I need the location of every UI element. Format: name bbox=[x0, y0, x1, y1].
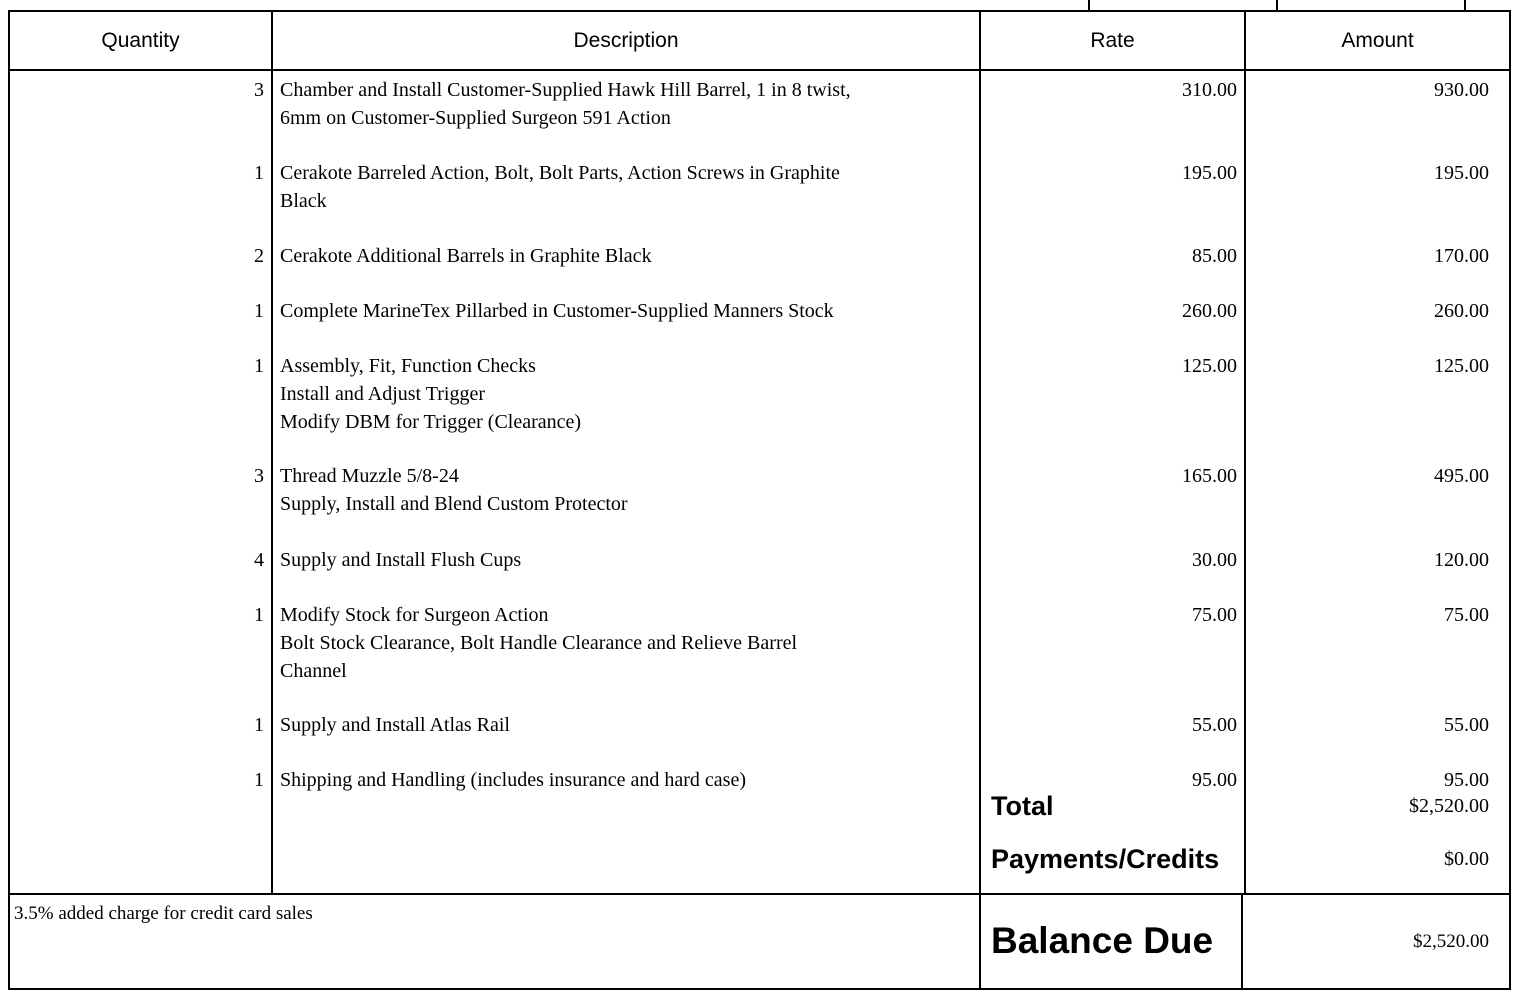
row-description bbox=[280, 711, 970, 739]
row-quantity: 1 bbox=[254, 714, 264, 736]
row-amount: 55.00 bbox=[1444, 714, 1489, 736]
row-description bbox=[280, 297, 970, 325]
row-quantity: 3 bbox=[254, 465, 264, 487]
row-amount: 75.00 bbox=[1444, 604, 1489, 626]
credit-card-note: 3.5% added charge for credit card sales bbox=[14, 903, 313, 924]
table-right-border bbox=[1509, 10, 1511, 990]
row-rate: 30.00 bbox=[1192, 549, 1237, 571]
description-line: Supply, Install and Blend Custom Protector bbox=[280, 493, 628, 515]
payments-credits-value: $0.00 bbox=[1444, 848, 1489, 870]
row-description bbox=[280, 546, 970, 574]
row-amount: 125.00 bbox=[1434, 355, 1489, 377]
description-line: Black bbox=[280, 190, 327, 212]
row-description bbox=[280, 159, 970, 215]
balance-due-label: Balance Due bbox=[991, 920, 1214, 961]
col-divider-balance bbox=[1241, 894, 1243, 990]
row-quantity: 1 bbox=[254, 769, 264, 791]
header-amount: Amount bbox=[1341, 29, 1414, 52]
header-rate: Rate bbox=[1090, 29, 1135, 52]
row-quantity: 3 bbox=[254, 79, 264, 101]
row-rate: 75.00 bbox=[1192, 604, 1237, 626]
description-line: Bolt Stock Clearance, Bolt Handle Clearance and Relieve Barrel bbox=[280, 632, 798, 654]
row-rate: 310.00 bbox=[1182, 79, 1237, 101]
total-label: Total bbox=[991, 791, 1054, 821]
description-line: Cerakote Barreled Action, Bolt, Bolt Parts, Action Screws in Graphite bbox=[280, 162, 840, 184]
row-amount: 120.00 bbox=[1434, 549, 1489, 571]
row-rate: 260.00 bbox=[1182, 300, 1237, 322]
row-quantity: 2 bbox=[254, 245, 264, 267]
row-amount: 260.00 bbox=[1434, 300, 1489, 322]
row-rate: 95.00 bbox=[1192, 769, 1237, 791]
row-quantity: 1 bbox=[254, 162, 264, 184]
row-description bbox=[280, 462, 970, 518]
row-description bbox=[280, 601, 970, 685]
header-description: Description bbox=[573, 29, 679, 52]
row-rate: 195.00 bbox=[1182, 162, 1237, 184]
row-description bbox=[280, 242, 970, 270]
row-description bbox=[280, 766, 970, 794]
description-line: Assembly, Fit, Function Checks bbox=[280, 355, 536, 377]
items-bottom-border bbox=[8, 893, 1511, 895]
table-bottom-border bbox=[8, 988, 1511, 990]
row-rate: 85.00 bbox=[1192, 245, 1237, 267]
row-amount: 930.00 bbox=[1434, 79, 1489, 101]
description-line: Chamber and Install Customer-Supplied Hawk Hill Barrel, 1 in 8 twist, bbox=[280, 79, 851, 101]
description-line: Thread Muzzle 5/8-24 bbox=[280, 465, 459, 487]
row-quantity: 1 bbox=[254, 604, 264, 626]
balance-due-value: $2,520.00 bbox=[1413, 931, 1489, 952]
table-left-border bbox=[8, 10, 10, 990]
row-amount: 95.00 bbox=[1444, 769, 1489, 791]
row-quantity: 1 bbox=[254, 300, 264, 322]
description-line: Supply and Install Atlas Rail bbox=[280, 714, 510, 736]
description-line: Complete MarineTex Pillarbed in Customer-Supplied Manners Stock bbox=[280, 300, 834, 322]
col-divider-desc bbox=[979, 10, 981, 990]
row-quantity: 4 bbox=[254, 549, 264, 571]
total-value: $2,520.00 bbox=[1409, 795, 1489, 817]
payments-credits-label: Payments/Credits bbox=[991, 844, 1220, 874]
row-description bbox=[280, 352, 970, 436]
row-rate: 55.00 bbox=[1192, 714, 1237, 736]
header-quantity: Quantity bbox=[101, 29, 180, 52]
description-line: Channel bbox=[280, 660, 347, 682]
row-rate: 165.00 bbox=[1182, 465, 1237, 487]
description-line: Supply and Install Flush Cups bbox=[280, 549, 522, 571]
col-divider-rate bbox=[1244, 10, 1246, 894]
row-amount: 170.00 bbox=[1434, 245, 1489, 267]
description-line: 6mm on Customer-Supplied Surgeon 591 Action bbox=[280, 107, 671, 129]
row-quantity: 1 bbox=[254, 355, 264, 377]
description-line: Shipping and Handling (includes insurance and hard case) bbox=[280, 769, 746, 791]
row-description bbox=[280, 76, 970, 132]
row-amount: 195.00 bbox=[1434, 162, 1489, 184]
description-line: Cerakote Additional Barrels in Graphite Black bbox=[280, 245, 652, 267]
description-line: Modify DBM for Trigger (Clearance) bbox=[280, 411, 582, 433]
col-divider-qty bbox=[271, 10, 273, 894]
description-line: Modify Stock for Surgeon Action bbox=[280, 604, 549, 626]
row-amount: 495.00 bbox=[1434, 465, 1489, 487]
row-rate: 125.00 bbox=[1182, 355, 1237, 377]
description-line: Install and Adjust Trigger bbox=[280, 383, 486, 405]
